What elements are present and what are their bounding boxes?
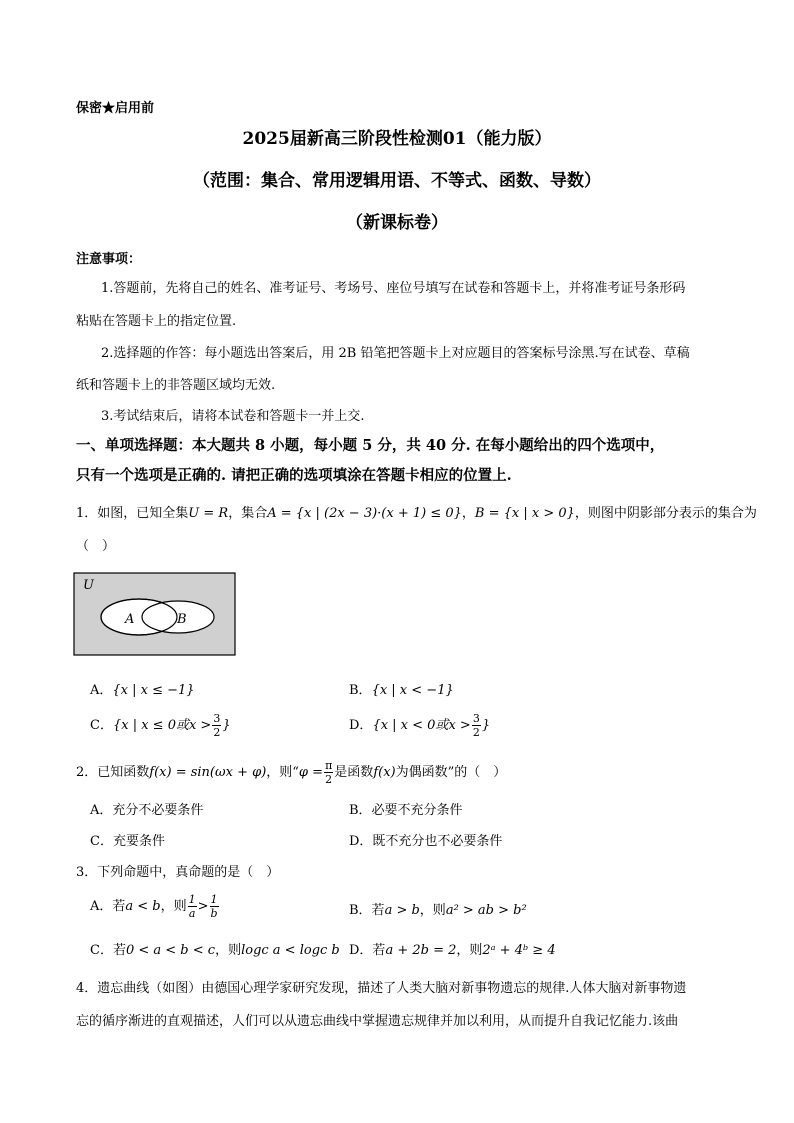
q1-answer-paren: （ ） xyxy=(76,539,116,554)
q2-fraction: $\frac{\pi}{2}$ xyxy=(325,759,333,786)
notice-item-2-line-1: 2.选择题的作答：每小题选出答案后，用 2B 铅笔把答题卡上对应题目的答案标号涂黑.写在试卷、草稿 xyxy=(101,346,690,361)
notice-heading: 注意事项： xyxy=(76,252,142,267)
exam-scope: （范围：集合、常用逻辑用语、不等式、函数、导数） xyxy=(193,171,601,191)
q2-option-a[interactable]: A．充分不必要条件 xyxy=(90,803,204,818)
q1-option-d[interactable]: D．{x | x < 0或x > $\frac{3}{2}$ } xyxy=(349,712,491,739)
q1-option-d-label: D． xyxy=(349,718,373,733)
q1-text-b: ，集合 xyxy=(228,506,268,521)
q1-option-b-text: {x | x < −1} xyxy=(371,683,454,698)
q1-text-d: ，则图中阴影部分表示的集合为 xyxy=(574,506,757,521)
q2-function: f(x) = sin(ωx + φ) xyxy=(149,765,267,780)
q2-fx: f(x) xyxy=(373,765,396,780)
notice-item-3: 3.考试结束后，请将本试卷和答题卡一并上交. xyxy=(101,409,365,424)
section-heading-line-1: 一、单项选择题：本大题共 8 小题，每小题 5 分，共 40 分. 在每小题给出的四个选项中， xyxy=(76,437,665,454)
question-4-line-2: 忘的循序渐进的直观描述，人们可以从遗忘曲线中掌握遗忘规律并加以利用，从而提升自我记忆能力.该曲 xyxy=(76,1014,679,1029)
q2-text-d: 为偶函数”的（ ） xyxy=(395,765,507,780)
q1-set-a: A = {x | (2x − 3)·(x + 1) ≤ 0} xyxy=(267,506,462,521)
question-3-stem: 3．下列命题中，真命题的是（ ） xyxy=(76,865,280,880)
q1-option-c[interactable]: C．{x | x ≤ 0或x > $\frac{3}{2}$ } xyxy=(90,712,231,739)
q2-text-a: 2．已知函数 xyxy=(76,765,150,780)
q1-set-b: B = {x | x > 0} xyxy=(474,506,575,521)
q2-text-c: 是函数 xyxy=(334,765,374,780)
q1-option-a-text: {x | x ≤ −1} xyxy=(112,683,195,698)
question-4-line-1: 4．遗忘曲线（如图）由德国心理学家研究发现，描述了人类大脑对新事物遗忘的规律.人体大脑对新事物遗 xyxy=(76,981,687,996)
question-1-stem xyxy=(76,502,757,521)
question-2-stem xyxy=(76,760,506,785)
q1-text-c: ， xyxy=(461,506,475,521)
venn-label-a: A xyxy=(125,612,135,627)
q2-option-d[interactable]: D．既不充分也不必要条件 xyxy=(349,834,503,849)
q3-option-c[interactable]: C．若0 < a < b < c，则logc a < logc b xyxy=(90,943,340,958)
notice-item-2-line-2: 纸和答题卡上的非答题区域均无效. xyxy=(76,378,276,393)
q1-universal-set: U = R xyxy=(188,506,229,521)
venn-label-u: U xyxy=(83,578,94,593)
q1-option-a-label: A． xyxy=(90,683,113,698)
q1-option-a[interactable] xyxy=(90,679,195,698)
confidential-mark: 保密★启用前 xyxy=(76,101,155,116)
exam-title: 2025届新高三阶段性检测01（能力版） xyxy=(242,129,552,149)
q1-option-c-fraction: $\frac{3}{2}$ xyxy=(213,712,221,739)
q3-option-a[interactable]: A．若a < b，则 $\frac{1}{a}$ > $\frac{1}{b}$ xyxy=(90,893,218,920)
q1-option-c-text: {x | x ≤ 0或x > xyxy=(112,718,212,733)
q2-option-c[interactable]: C．充要条件 xyxy=(90,834,165,849)
q1-option-c-label: C． xyxy=(90,718,113,733)
venn-label-b: B xyxy=(177,612,187,627)
q3-option-d[interactable]: D．若a + 2b = 2，则2ᵃ + 4ᵇ ≥ 4 xyxy=(349,943,556,958)
q1-option-b[interactable] xyxy=(349,679,454,698)
q3-option-b[interactable]: B．若a > b，则a² > ab > b² xyxy=(349,903,527,918)
q1-option-d-text: {x | x < 0或x > xyxy=(372,718,471,733)
q2-text-b: ，则“ xyxy=(266,765,299,780)
exam-edition: （新课标卷） xyxy=(346,213,448,233)
notice-item-1-line-1: 1.答题前，先将自己的姓名、准考证号、考场号、座位号填写在试卷和答题卡上，并将准考证号条形码 xyxy=(101,281,686,296)
notice-item-1-line-2: 粘贴在答题卡上的指定位置. xyxy=(76,314,237,329)
venn-diagram xyxy=(73,572,236,656)
section-heading-line-2: 只有一个选项是正确的. 请把正确的选项填涂在答题卡相应的位置上. xyxy=(76,467,512,484)
q1-option-b-label: B． xyxy=(349,683,372,698)
q2-phi: φ = xyxy=(298,765,324,780)
q1-option-d-fraction: $\frac{3}{2}$ xyxy=(472,712,480,739)
q2-option-b[interactable]: B．必要不充分条件 xyxy=(349,803,463,818)
q1-text-a: 1．如图，已知全集 xyxy=(76,506,189,521)
